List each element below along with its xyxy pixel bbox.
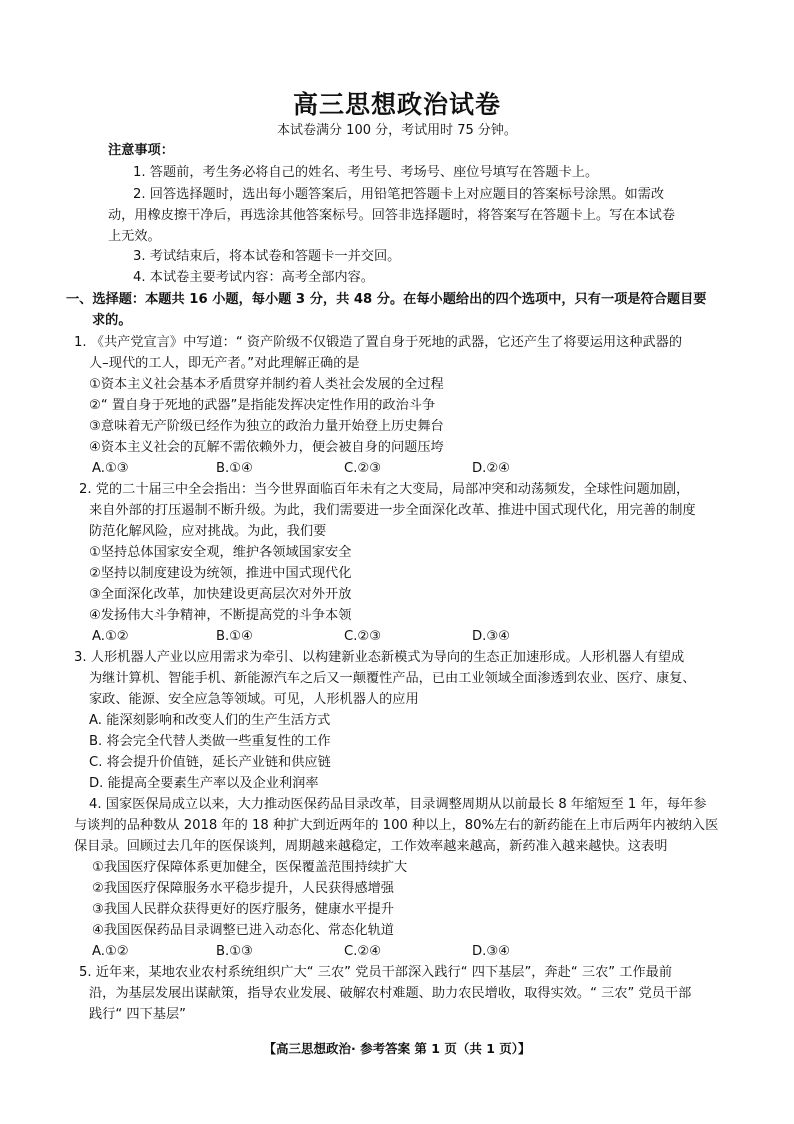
note-line: 上无效。: [108, 229, 161, 244]
option-c: C.②③: [344, 629, 382, 644]
question-2-item: ②坚持以制度建设为统领，推进中国式现代化: [89, 566, 352, 581]
section-heading-cont: 求的。: [92, 313, 132, 328]
question-4-stem: 4. 国家医保局成立以来，大力推动医保药品目录改革，目录调整周期从以前最长 8 年缩短至 1 年，每年参: [89, 797, 707, 812]
option-c: C.②④: [344, 944, 382, 959]
question-5-stem: 践行“ 四下基层”: [89, 1007, 186, 1022]
page-title: 高三思想政治试卷: [292, 90, 501, 119]
question-2-stem: 2. 党的二十届三中全会指出：当今世界面临百年未有之大变局，局部冲突和动荡频发，全球性问题加剧，: [79, 482, 690, 497]
question-1-item: ②“ 置自身于死地的武器”是指能发挥决定性作用的政治斗争: [89, 398, 436, 413]
question-2-item: ③全面深化改革，加快建设更高层次对外开放: [89, 587, 352, 602]
question-4-item: ③我国人民群众获得更好的医疗服务，健康水平提升: [92, 902, 394, 917]
question-5-stem: 5. 近年来，某地农业农村系统组织广大“ 三农” 党员干部深入践行“ 四下基层”，奔赴“ 三农” 工作最前: [79, 965, 673, 980]
question-4-item: ①我国医疗保障体系更加健全，医保覆盖范围持续扩大: [92, 860, 408, 875]
note-line: 3. 考试结束后，将本试卷和答题卡一并交回。: [133, 249, 401, 264]
note-line: 1. 答题前，考生务必将自己的姓名、考生号、考场号、座位号填写在答题卡上。: [133, 165, 599, 180]
question-1-stem: 1. 《共产党宣言》中写道：“ 资产阶级不仅锻造了置自身于死地的武器，它还产生了将要运用这种武器的: [74, 335, 683, 350]
question-3-stem: 为继计算机、智能手机、新能源汽车之后又一颠覆性产品，已由工业领域全面渗透到农业、医疗、康复、: [89, 671, 696, 686]
question-4-item: ②我国医疗保障服务水平稳步提升，人民获得感增强: [92, 881, 394, 896]
option-d: D.②④: [472, 461, 510, 476]
question-3-choice: D. 能提高全要素生产率以及企业利润率: [89, 776, 319, 791]
question-3-choice: B. 将会完全代替人类做一些重复性的工作: [89, 734, 331, 749]
page-subtitle: 本试卷满分 100 分，考试用时 75 分钟。: [277, 123, 517, 138]
option-b: B.①④: [216, 629, 253, 644]
note-line: 2. 回答选择题时，选出每小题答案后，用铅笔把答题卡上对应题目的答案标号涂黑。如需改: [133, 187, 665, 202]
question-3-stem: 家政、能源、安全应急等领域。可见，人形机器人的应用: [89, 692, 419, 707]
option-b: B.①④: [216, 461, 253, 476]
question-2-item: ①坚持总体国家安全观，维护各领域国家安全: [89, 545, 352, 560]
option-c: C.②③: [344, 461, 382, 476]
question-3-stem: 3. 人形机器人产业以应用需求为牵引、以构建新业态新模式为导向的生态正加速形成。人形机器人有望成: [74, 650, 685, 665]
question-4-stem: 保目录。回顾过去几年的医保谈判，周期越来越稳定，工作效率越来越高，新药准入越来越快。这表明: [74, 839, 668, 854]
question-1-item: ①资本主义社会基本矛盾贯穿并制约着人类社会发展的全过程: [89, 377, 444, 392]
question-3-choice: A. 能深刻影响和改变人们的生产生活方式: [89, 713, 331, 728]
option-d: D.③④: [472, 629, 510, 644]
question-1-stem: 人–现代的工人，即无产者。”对此理解正确的是: [89, 356, 360, 371]
note-line: 4. 本试卷主要考试内容：高考全部内容。: [133, 270, 374, 285]
option-a: A.①②: [92, 944, 129, 959]
question-4-item: ④我国医保药品目录调整已进入动态化、常态化轨道: [92, 923, 394, 938]
question-5-stem: 沿，为基层发展出谋献策，指导农业发展、破解农村难题、助力农民增收，取得实效。“ 三农” 党员干部: [89, 986, 692, 1001]
question-1-item: ③意味着无产阶级已经作为独立的政治力量开始登上历史舞台: [89, 419, 444, 434]
note-line: 动，用橡皮擦干净后，再选涂其他答案标号。回答非选择题时，将答案写在答题卡上。写在本试卷: [108, 208, 676, 223]
option-a: A.①③: [92, 461, 129, 476]
option-b: B.①③: [216, 944, 253, 959]
question-1-item: ④资本主义社会的瓦解不需依赖外力，便会被自身的问题压垮: [89, 440, 444, 455]
section-heading: 一、选择题：本题共 16 小题，每小题 3 分，共 48 分。在每小题给出的四个选项中，只有一项是符合题目要: [66, 292, 707, 307]
notes-heading: 注意事项：: [108, 143, 174, 158]
option-d: D.③④: [472, 944, 510, 959]
question-2-stem: 防范化解风险，应对挑战。为此，我们要: [89, 524, 327, 539]
page-footer: 【高三思想政治· 参考答案 第 1 页（共 1 页）】: [263, 1041, 531, 1056]
question-2-item: ④发扬伟大斗争精神，不断提高党的斗争本领: [89, 608, 352, 623]
question-3-choice: C. 将会提升价值链，延长产业链和供应链: [89, 755, 331, 770]
question-2-stem: 来自外部的打压遏制不断升级。为此，我们需要进一步全面深化改革、推进中国式现代化，用完善的制度: [89, 503, 696, 518]
question-4-stem: 与谈判的品种数从 2018 年的 18 种扩大到近两年的 100 种以上，80%左右的新药能在上市后两年内被纳入医: [74, 818, 719, 833]
option-a: A.①②: [92, 629, 129, 644]
